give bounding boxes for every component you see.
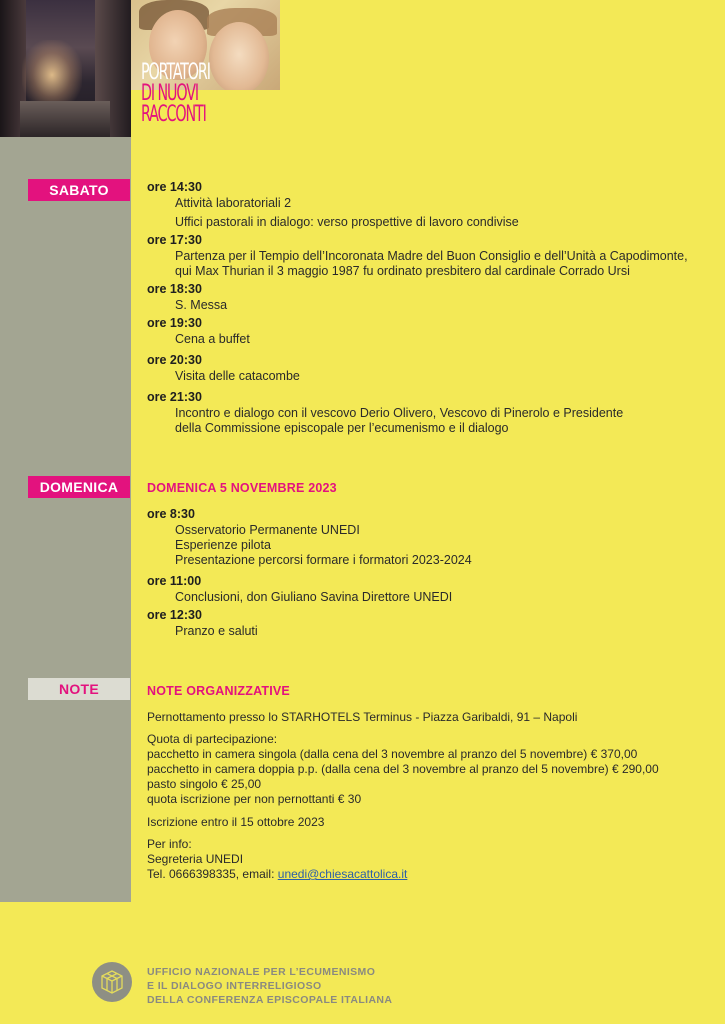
schedule-item <box>147 390 623 436</box>
schedule-line: Pranzo e saluti <box>175 624 258 638</box>
section-label-domenica: DOMENICA <box>28 476 130 498</box>
brand-line-3: RACCONTI <box>141 102 206 127</box>
schedule-line: Uffici pastorali in dialogo: verso prospettive di lavoro condivise <box>175 215 519 229</box>
schedule-time: ore 11:00 <box>147 574 202 588</box>
fee-line: pasto singolo € 25,00 <box>147 777 262 791</box>
brand-line-2: DI NUOVI <box>141 81 199 106</box>
info-title: Per info: <box>147 837 192 851</box>
schedule-line: Cena a buffet <box>175 332 250 346</box>
section-label-note: NOTE <box>28 678 130 700</box>
sidebar-band <box>0 137 131 902</box>
schedule-line: Visita delle catacombe <box>175 369 300 383</box>
note-heading: NOTE ORGANIZZATIVE <box>147 684 290 698</box>
info-contact-line <box>147 867 407 882</box>
schedule-line: della Commissione episcopale per l’ecumenismo e il dialogo <box>175 421 509 435</box>
schedule-time: ore 20:30 <box>147 353 202 367</box>
fee-line: quota iscrizione per non pernottanti € 30 <box>147 792 362 806</box>
footer-line-3: DELLA CONFERENZA EPISCOPALE ITALIANA <box>147 994 393 1006</box>
fees-block <box>147 732 659 807</box>
schedule-line: Incontro e dialogo con il vescovo Derio Olivero, Vescovo di Pinerolo e Presidente <box>175 406 624 420</box>
schedule-line: qui Max Thurian il 3 maggio 1987 fu ordinato presbitero dal cardinale Corrado Ursi <box>175 264 630 278</box>
section-label-sabato: SABATO <box>28 179 130 201</box>
schedule-time: ore 17:30 <box>147 233 202 247</box>
domenica-heading: DOMENICA 5 NOVEMBRE 2023 <box>147 481 337 495</box>
schedule-item <box>147 574 452 605</box>
fee-line: pacchetto in camera singola (dalla cena del 3 novembre al pranzo del 5 novembre) € 370,00 <box>147 747 638 761</box>
schedule-item <box>147 353 300 384</box>
schedule-line: Esperienze pilota <box>175 538 271 552</box>
fees-title: Quota di partecipazione: <box>147 732 278 746</box>
info-block <box>147 837 407 882</box>
schedule-line: Attività laboratoriali 2 <box>175 196 292 210</box>
footer-line-1: UFFICIO NAZIONALE PER L’ECUMENISMO <box>147 966 376 978</box>
schedule-line: S. Messa <box>175 298 228 312</box>
schedule-item <box>147 316 250 347</box>
schedule-time: ore 8:30 <box>147 507 195 521</box>
schedule-line: Osservatorio Permanente UNEDI <box>175 523 360 537</box>
footer-organization <box>147 965 392 1007</box>
schedule-item <box>147 282 227 313</box>
schedule-time: ore 12:30 <box>147 608 202 622</box>
schedule-item <box>147 180 519 230</box>
event-brand-title <box>141 62 210 125</box>
schedule-item <box>147 507 472 568</box>
unedi-logo-icon <box>92 962 132 1002</box>
city-street-photo <box>0 0 131 137</box>
brand-line-1: PORTATORI <box>141 60 210 85</box>
schedule-time: ore 19:30 <box>147 316 202 330</box>
info-org: Segreteria UNEDI <box>147 852 244 866</box>
schedule-time: ore 21:30 <box>147 390 202 404</box>
schedule-item <box>147 233 688 279</box>
accommodation-text: Pernottamento presso lo STARHOTELS Terminus - Piazza Garibaldi, 91 – Napoli <box>147 710 578 724</box>
schedule-item <box>147 608 258 639</box>
schedule-time: ore 14:30 <box>147 180 202 194</box>
schedule-line: Partenza per il Tempio dell’Incoronata Madre del Buon Consiglio e dell’Unità a Capodimonte, <box>175 249 688 263</box>
fee-line: pacchetto in camera doppia p.p. (dalla cena del 3 novembre al pranzo del 5 novembre) € 290,00 <box>147 762 659 776</box>
schedule-time: ore 18:30 <box>147 282 202 296</box>
schedule-line: Conclusioni, don Giuliano Savina Direttore UNEDI <box>175 590 453 604</box>
schedule-line: Presentazione percorsi formare i formatori 2023-2024 <box>175 553 472 567</box>
email-link[interactable]: unedi@chiesacattolica.it <box>277 867 408 881</box>
info-contact: Tel. 0666398335, email: <box>147 867 278 881</box>
deadline-text: Iscrizione entro il 15 ottobre 2023 <box>147 815 325 829</box>
footer-line-2: E IL DIALOGO INTERRELIGIOSO <box>147 980 322 992</box>
